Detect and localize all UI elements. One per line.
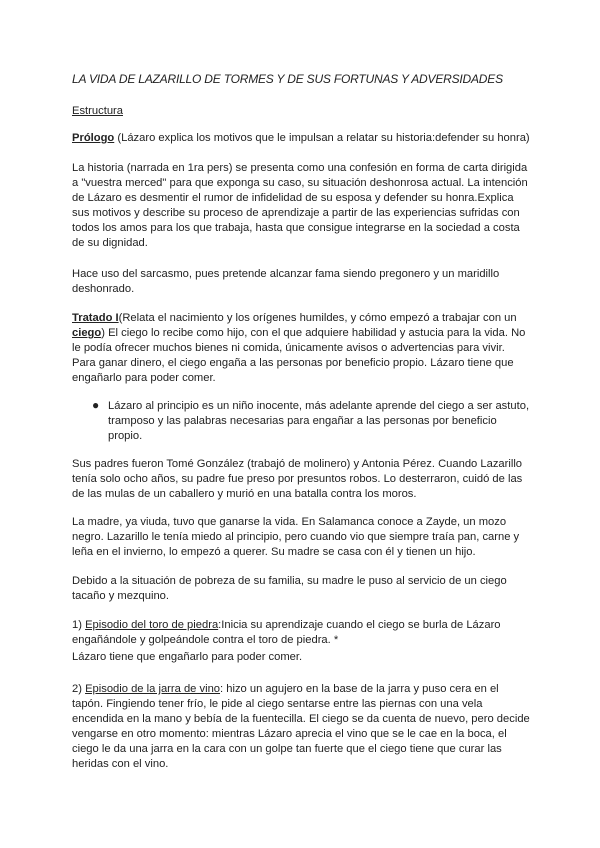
p2-line: deshonrado. (72, 283, 135, 295)
episode-2-line: encendida en la mano y bebía de la fuentecilla. El ciego se da cuenta de nuevo, pero decide (72, 713, 530, 725)
tratado-line (72, 311, 517, 327)
p1-line: sus motivos y describe su proceso de aprendizaje a partir de las experiencias sufridas con (72, 207, 520, 219)
p1-line: a "vuestra merced" para que exponga su caso, su situación deshonrosa actual. La intención (72, 177, 528, 189)
prologo-label: Prólogo (72, 132, 115, 144)
p1-line: de Lázaro es desmentir el rumor de infidelidad de su esposa y defender su honra.Explica (72, 192, 514, 204)
episode-2-number: 2) (72, 683, 86, 695)
episode-1-text: :Inicia su aprendizaje cuando el ciego se burla de Lázaro (218, 619, 501, 631)
p1-line: todos los amos para los que trabaja, hasta que consigue integrarse en la sociedad a costa (72, 222, 520, 234)
episode-2-line: vengarse en otro momento: mientras Lázaro aprecia el vino que se le cae en la boca, el (72, 728, 507, 740)
tratado-line: Para ganar dinero, el ciego engaña a las personas por beneficio propio. Lázaro tiene que (72, 357, 514, 369)
prologo-note: (Lázaro explica los motivos que le impulsan a relatar su historia:defender su honra) (114, 132, 530, 144)
p4-line: leña en el invierno, lo empezó a querer. Su madre se casa con él y tienen un hijo. (72, 546, 476, 558)
p1-line: La historia (narrada en 1ra pers) se presenta como una confesión en forma de carta dirigida (72, 162, 528, 174)
episode-2-line (72, 682, 499, 698)
bullet-dot: ● (92, 398, 100, 412)
p3-line: Sus padres fueron Tomé González (trabajó de molinero) y Antonia Pérez. Cuando Lazarillo (72, 458, 523, 470)
episode-1-line (72, 618, 501, 634)
episode-1-line: engañándole y golpeándole contra el toro de piedra. * (72, 634, 339, 646)
episode-1-number: 1) (72, 619, 86, 631)
episode-2-text: : hizo un agujero en la base de la jarra y puso cera en el (220, 683, 499, 695)
episode-1-label: Episodio del toro de piedra (85, 619, 219, 631)
episode-2-line: ciego le da una jarra en la cara con un golpe tan fuerte que el ciego tiene que curar las (72, 743, 502, 755)
p4-line: La madre, ya viuda, tuvo que ganarse la vida. En Salamanca conoce a Zayde, un mozo (72, 516, 507, 528)
document-title: LA VIDA DE LAZARILLO DE TORMES Y DE SUS FORTUNAS Y ADVERSIDADES (72, 72, 503, 86)
tratado-line2-text: ) El ciego lo recibe como hijo, con el que adquiere habilidad y astucia para la vida. No (101, 327, 526, 339)
tratado-line (72, 326, 525, 342)
p5-line: Debido a la situación de pobreza de su familia, su madre le puso al servicio de un ciego (72, 575, 507, 587)
tratado-line: le podía ofrecer muchos bienes ni comida, únicamente avisos o advertencias para vivir. (72, 342, 505, 354)
prologo-line (72, 131, 530, 147)
bullet-line: propio. (108, 430, 143, 442)
p5-line: tacaño y mezquino. (72, 590, 170, 602)
episode-2-label: Episodio de la jarra de vino (85, 683, 221, 695)
p2-line: Hace uso del sarcasmo, pues pretende alcanzar fama siendo pregonero y un maridillo (72, 268, 500, 280)
p3-line: tenía solo ocho años, su padre fue preso por presuntos robos. Lo desterraron, cuidó de las (72, 473, 523, 485)
episode-2-line: tapón. Fingiendo tener frío, le pide al ciego sentarse entre las piernas con una vela (72, 698, 483, 710)
section-heading-estructura: Estructura (72, 105, 123, 117)
p1-line: de su dignidad. (72, 237, 148, 249)
episode-2-line: heridas con el vino. (72, 758, 169, 770)
bullet-line: tramposo y las palabras necesarias para engañar a las personas por beneficio (108, 415, 497, 427)
bullet-line: Lázaro al principio es un niño inocente, más adelante aprende del ciego a ser astuto, (108, 400, 530, 412)
p4-line: negro. Lazarillo le tenía miedo al principio, pero cuando vio que siempre traía pan, carne y (72, 531, 520, 543)
tratado-line: engañarlo para poder comer. (72, 372, 216, 384)
tratado-label: Tratado I (72, 312, 119, 324)
tratado-line1-text: (Relata el nacimiento y los orígenes humildes, y cómo empezó a trabajar con un (118, 312, 517, 324)
p3-line: de las mulas de un caballero y murió en una batalla contra los moros. (72, 488, 417, 500)
tratado-ciego: ciego (72, 327, 102, 339)
episode-1-line: Lázaro tiene que engañarlo para poder comer. (72, 651, 303, 663)
